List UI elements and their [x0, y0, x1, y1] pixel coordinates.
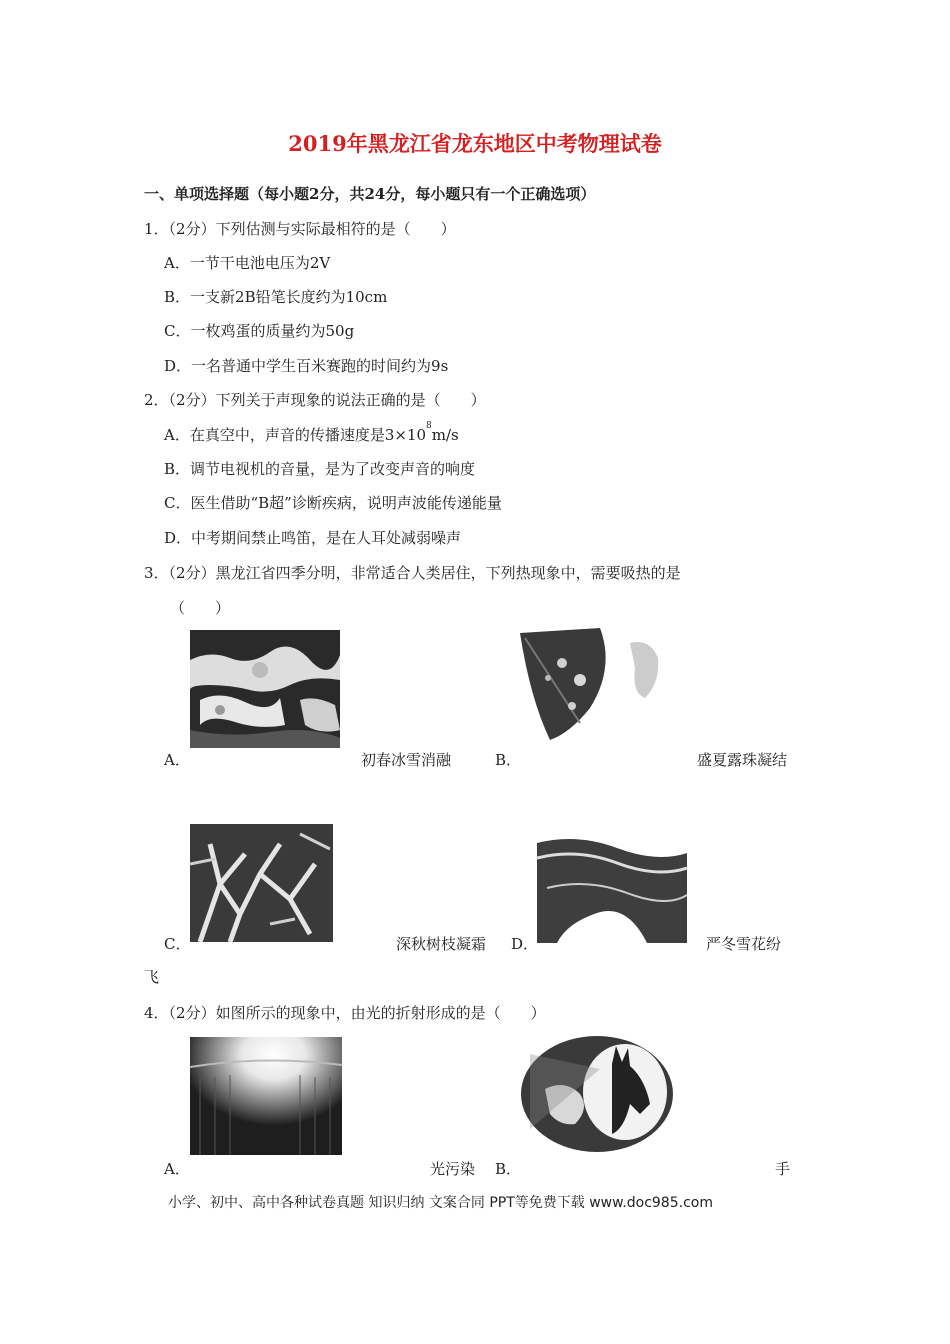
snowy-trees-image: [537, 833, 687, 943]
light-pollution-image: [190, 1037, 342, 1155]
question-4-caption-a: 光污染: [430, 1160, 476, 1178]
section-heading: 一、单项选择题（每小题2分，共24分，每小题只有一个正确选项）: [144, 185, 596, 203]
question-3-letter-b: B．: [495, 751, 522, 769]
question-3-caption-d: 严冬雪花纷: [706, 935, 782, 953]
question-3-caption-a: 初春冰雪消融: [361, 751, 452, 769]
question-3-caption-b: 盛夏露珠凝结: [697, 751, 788, 769]
question-1-option-b: B．一支新2B铅笔长度约为10cm: [164, 288, 388, 306]
page-footer: 小学、初中、高中各种试卷真题 知识归纳 文案合同 PPT等免费下载 www.doc985.com: [168, 1195, 713, 1211]
question-3-stem-cont: （ ）: [170, 599, 231, 617]
question-2-option-c: C．医生借助“B超”诊断疾病，说明声波能传递能量: [164, 494, 502, 512]
question-4-letter-b: B．: [495, 1160, 522, 1178]
hand-shadow-image: [520, 1034, 675, 1154]
ice-melting-image: [190, 630, 340, 748]
question-1-option-d: D．一名普通中学生百米赛跑的时间约为9s: [164, 357, 449, 375]
question-2-option-a: A．在真空中，声音的传播速度是$3\times 10^8m/s$: [164, 421, 459, 444]
frost-branches-image: [190, 824, 333, 942]
question-2-option-b: B．调节电视机的音量，是为了改变声音的响度: [164, 460, 476, 478]
question-3-stem: 3．（2分）黑龙江省四季分明，非常适合人类居住，下列热现象中，需要吸热的是: [144, 564, 681, 582]
question-3-letter-c: C．: [164, 935, 191, 953]
question-4-letter-a: A．: [164, 1160, 190, 1178]
question-2-stem: 2．（2分）下列关于声现象的说法正确的是（ ）: [144, 391, 486, 409]
question-2-option-d: D．中考期间禁止鸣笛，是在人耳处减弱噪声: [164, 529, 462, 547]
question-3-letter-a: A．: [164, 751, 190, 769]
question-4-caption-b: 手: [775, 1160, 791, 1178]
page-title: 2019年黑龙江省龙东地区中考物理试卷: [288, 131, 662, 156]
dew-leaf-image: [520, 628, 665, 743]
question-4-stem: 4．（2分）如图所示的现象中，由光的折射形成的是（ ）: [144, 1004, 546, 1022]
question-1-stem: 1．（2分）下列估测与实际最相符的是（ ）: [144, 220, 456, 238]
question-1-option-a: A．一节干电池电压为2V: [164, 254, 331, 272]
question-3-caption-d-cont: 飞: [144, 968, 160, 986]
question-1-option-c: C．一枚鸡蛋的质量约为50g: [164, 322, 355, 340]
question-3-caption-c: 深秋树枝凝霜: [396, 935, 487, 953]
question-3-letter-d: D．: [511, 935, 539, 953]
